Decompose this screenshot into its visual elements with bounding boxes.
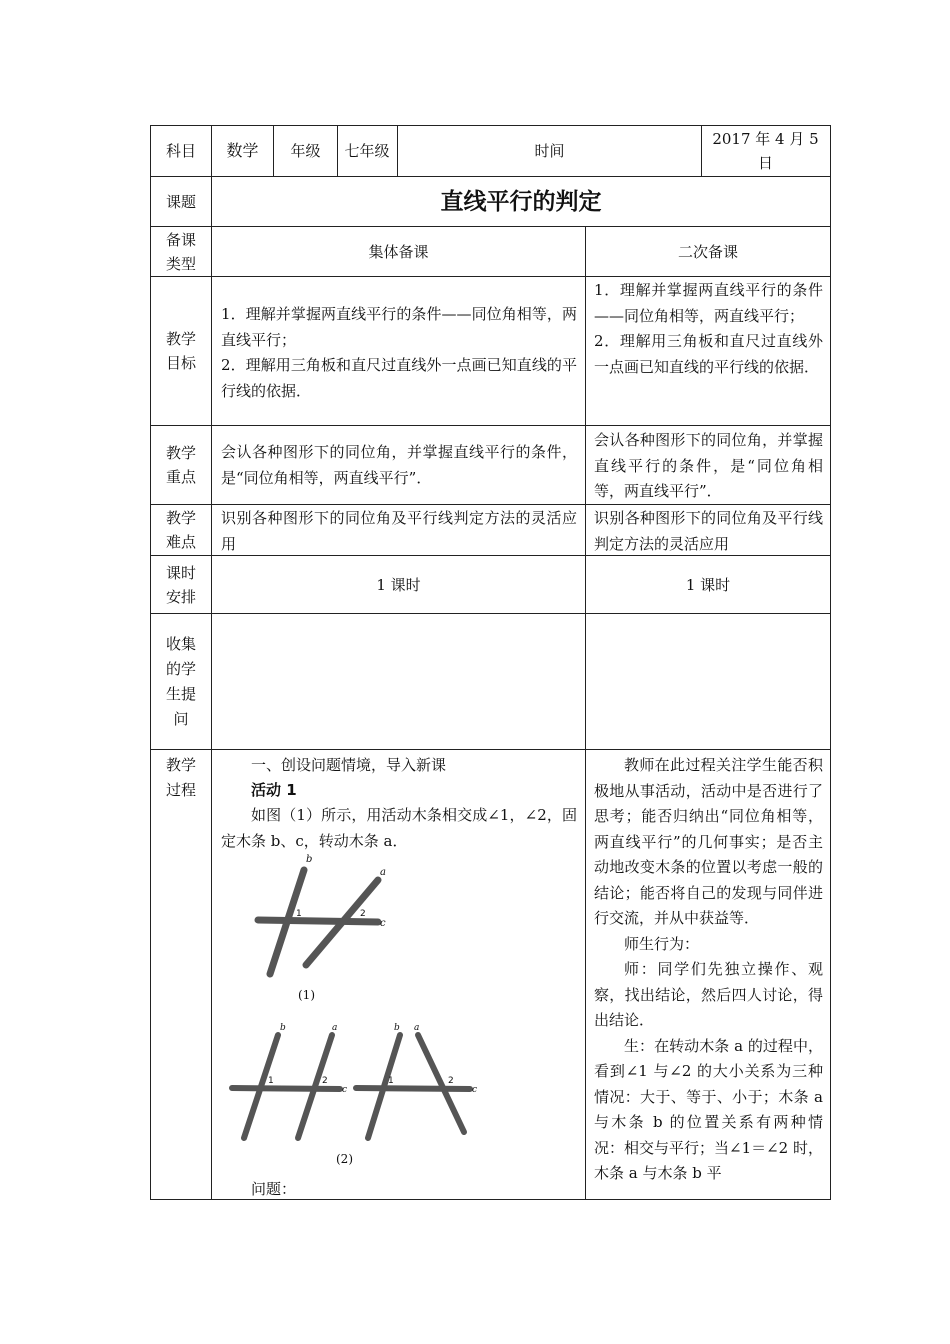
objective-item: 2．理解用三角板和直尺过直线外一点画已知直线的平行线的依据． [594,332,823,376]
column-divider [585,226,586,1200]
objective-item: 2．理解用三角板和直尺过直线外一点画已知直线的平行线的依据． [221,356,577,400]
section-heading: 一、创设问题情境，导入新课 [251,756,447,774]
subject-label: 科目 [165,142,196,160]
table-border [830,125,831,1200]
teacher-instruction: 师：同学们先独立操作、观察，找出结论，然后四人讨论，得出结论． [594,960,823,1029]
objectives-left [221,302,577,404]
topic-label: 课题 [165,192,196,211]
row-divider [150,749,831,750]
column-divider [211,125,212,1200]
stick-c [232,1088,340,1089]
behavior-heading: 师生行为： [624,934,700,953]
stick-c [258,920,378,922]
secondary-prep-header: 二次备课 [677,242,738,261]
student-response: 生：在转动木条 a 的过程中，看到∠1 与∠2 的大小关系为三种情况：大于、等于、小于；木条 a 与木条 b 的位置关系有两种情况：相交与平行；当∠1＝∠2 时，木条 a 与木条 b 平 [594,1036,823,1182]
label-b: b [280,1023,286,1033]
label-c: c [472,1085,478,1095]
label-a: a [332,1023,338,1033]
label-angle-2: 2 [360,909,366,919]
activity-intro: 如图（1）所示，用活动木条相交成∠1，∠2，固定木条 b、c，转动木条 a． [221,806,577,850]
label-angle-1: 1 [388,1076,394,1086]
label-angle-2: 2 [322,1076,328,1086]
label-b: b [394,1023,400,1033]
column-divider [337,125,338,177]
column-divider [701,125,702,177]
label-a: a [380,867,386,878]
key-points-left: 会认各种图形下的同位角，并掌握直线平行的条件，是“同位角相等，两直线平行”． [221,443,577,487]
objective-item: 1．理解并掌握两直线平行的条件——同位角相等，两直线平行； [594,281,823,325]
figure-1-diagram [248,850,398,985]
label-c: c [380,918,386,929]
difficulties-right: 识别各种图形下的同位角及平行线判定方法的灵活应用 [594,509,823,553]
activity-heading: 活动 1 [251,781,297,799]
process-notes [594,753,823,1187]
difficulties-left: 识别各种图形下的同位角及平行线判定方法的灵活应用 [221,509,577,553]
schedule-label: 课时安排 [165,563,196,606]
grade-label: 年级 [290,142,321,160]
collective-prep-header: 集体备课 [368,242,429,261]
table-border [150,125,151,1200]
label-angle-2: 2 [448,1076,454,1086]
key-points-right: 会认各种图形下的同位角，并掌握直线平行的条件，是“同位角相等，两直线平行”． [594,431,823,500]
prep-type-label: 备课类型 [165,230,196,273]
schedule-right: 1 课时 [685,575,731,594]
objectives-label: 教学目标 [165,330,196,372]
date-value: 2017 年 4 月 5 日 [712,130,819,172]
teacher-note: 教师在此过程关注学生能否积极地从事活动，活动中是否进行了思考；能否归纳出“同位角相等，两直线平行”的几何事实；是否主动地改变木条的位置以考虑一般的结论；能否将自己的发现与同伴进行交流，并从中获益等． [594,756,823,927]
stick-c [356,1088,470,1089]
subject-value: 数学 [226,141,259,160]
page-title: 直线平行的判定 [440,188,602,215]
process-label: 教学过程 [165,756,196,799]
key-points-label: 教学重点 [165,444,196,486]
questions-label: 收集的学生提问 [165,634,196,728]
label-a: a [414,1023,420,1033]
time-label: 时间 [534,142,565,160]
figure-2-diagram [228,1020,488,1150]
grade-value: 七年级 [344,142,390,160]
objectives-right [594,278,823,380]
label-b: b [306,854,313,865]
row-divider [150,613,831,614]
stick-a [418,1035,464,1132]
label-angle-1: 1 [296,909,302,919]
schedule-left: 1 课时 [376,575,421,594]
label-c: c [342,1085,348,1095]
row-divider [150,276,831,277]
row-divider [150,425,831,426]
figure-2-caption: (2) [336,1152,353,1166]
difficulties-label: 教学难点 [165,509,196,551]
figure-1-caption: (1) [298,988,315,1002]
objective-item: 1．理解并掌握两直线平行的条件——同位角相等，两直线平行； [221,305,577,349]
label-angle-1: 1 [268,1076,274,1086]
question-label: 问题： [251,1180,297,1198]
